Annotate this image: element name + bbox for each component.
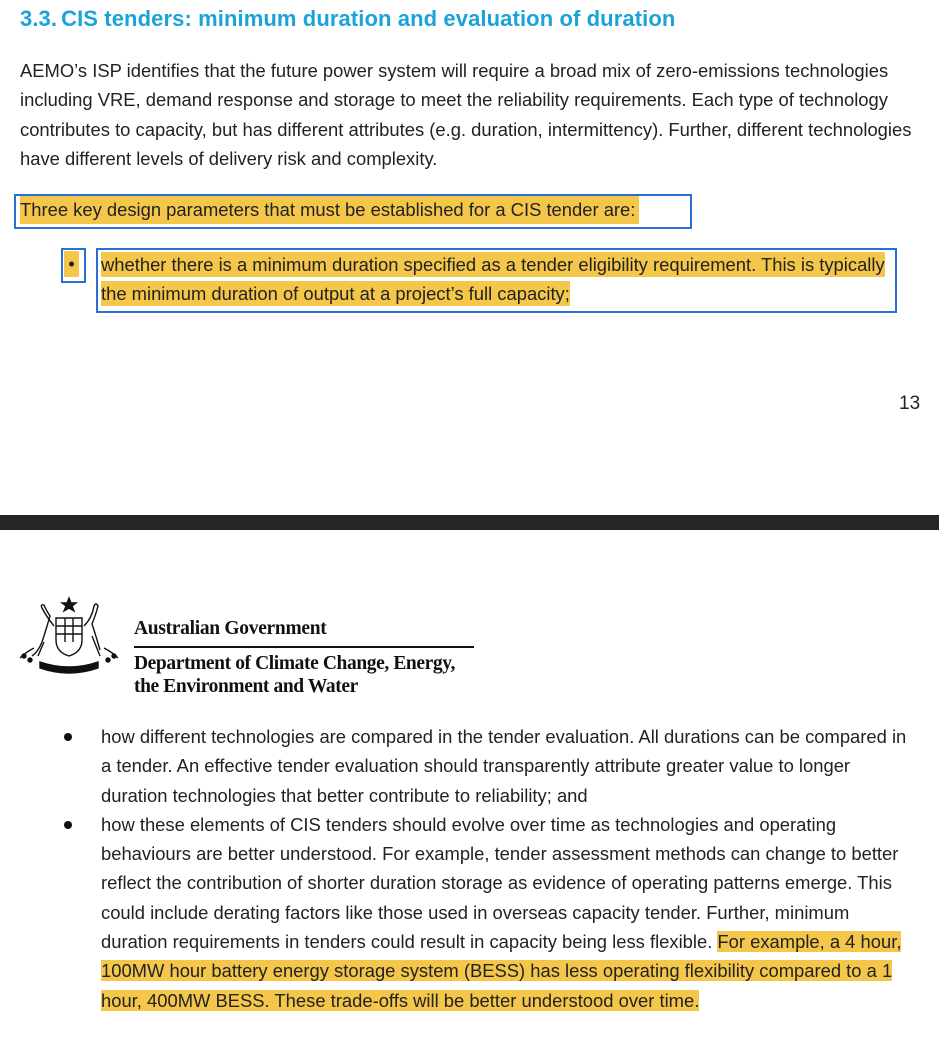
bullet-icon	[64, 821, 72, 829]
bullet-3-text: how these elements of CIS tenders should evolve over time as technologies and operating behaviours are better understood. For example, tender assessment methods can change to better reflect the contribution of shorter duration storage as evidence of operating patterns emerge. This could include derating factors like those used in overseas capacity tender. Further, minimum duration requirements in tenders could result in capacity being less flexible.	[101, 813, 899, 953]
section-heading	[20, 6, 675, 32]
bullet-3-highlighted-text[interactable]: For example, a 4 hour, 100MW hour battery energy storage system (BESS) has less operating flexibility compared to a 1 hour, 400MW BESS. These trade-offs will be better understood over time.	[101, 931, 902, 1011]
lead-sentence[interactable]: Three key design parameters that must be established for a CIS tender are:	[20, 196, 639, 224]
bullet-2-text: how different technologies are compared in the tender evaluation. All durations can be compared in a tender. An effective tender evaluation should transparently attribute greater value to longer duration technologies that better contribute to reliability; and	[101, 726, 907, 806]
bullet-list	[60, 722, 920, 1015]
intro-paragraph: AEMO’s ISP identifies that the future power system will require a broad mix of zero-emissions technologies including VRE, demand response and storage to meet the reliability requirements. Each type of technology contributes to capacity, but has different attributes (e.g. duration, intermittency). Further, different technologies have different levels of delivery risk and complexity.	[20, 60, 912, 169]
page-number: 13	[899, 393, 921, 414]
logo-rule	[134, 646, 474, 648]
list-item	[60, 810, 920, 1015]
department-line-1: Department of Climate Change, Energy,	[134, 653, 455, 674]
section-title: CIS tenders: minimum duration and evaluation of duration	[61, 6, 676, 31]
bullet-1-highlighted-text: whether there is a minimum duration specified as a tender eligibility requirement. This is typically the minimum duration of output at a project’s full capacity;	[101, 254, 885, 304]
bullet-1-text-selection-box	[96, 248, 897, 313]
department-name	[134, 652, 455, 698]
section-number: 3.3.	[20, 6, 58, 31]
bullet-icon	[64, 733, 72, 741]
lead-sentence-selection-box	[14, 194, 692, 229]
bullet-1-symbol-selection-box	[61, 248, 86, 283]
page-break-divider	[0, 515, 939, 530]
coat-of-arms-icon	[16, 596, 122, 676]
australian-government-label: Australian Government	[134, 618, 327, 639]
bullet-1-symbol: •	[68, 254, 75, 274]
department-line-2: the Environment and Water	[134, 676, 358, 697]
list-item	[60, 722, 920, 810]
